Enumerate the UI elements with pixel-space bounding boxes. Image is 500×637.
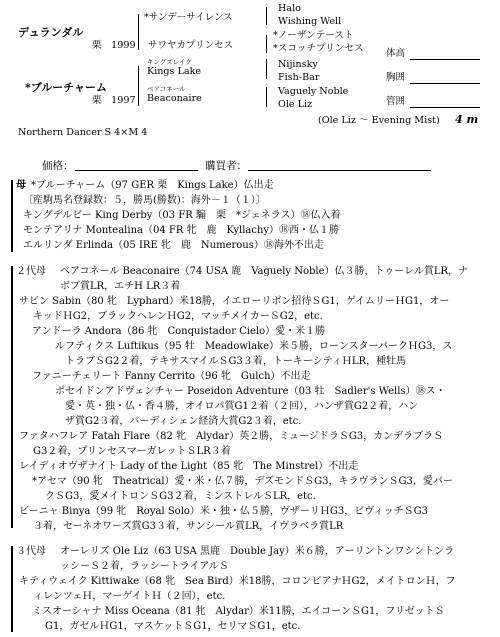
second-dam-line-18: ３着，セーネオワーズ賞G3３着，サンシール賞LR，イヴラベラ賞LR xyxy=(33,521,344,532)
dam-dam-kana: ベアコネール xyxy=(147,85,186,93)
bracket xyxy=(138,14,139,50)
dam-section-tag: 母 xyxy=(16,180,26,191)
second-dam-tag: ２代母 xyxy=(16,266,46,277)
second-dam-line-10: 愛・英・独・仏・香４勝，オイロパ賞G1２着（２回），ハンザ賞G2２着，ハン xyxy=(65,401,419,412)
price-line xyxy=(75,170,198,171)
bracket xyxy=(266,7,267,25)
second-dam-line-6: ルフティクス Luftikus（95 牡 Meadowlake）米５勝，ローンスターパークＨG3，ス xyxy=(55,341,453,352)
bracket xyxy=(266,35,267,53)
g3-4: *スコッチプリンセス xyxy=(273,43,364,54)
dam-sire: Kings Lake xyxy=(147,66,202,77)
dam-line-4: エルリンダ Erlinda（05 IRE 牝 鹿 Numerous）⑱海外不出走 xyxy=(23,240,324,251)
sire-name: デュランダル xyxy=(18,26,84,39)
dam-line-2: キングデルビー King Derby（03 FR 騸 栗 *ジェネラス）⑱仏入着 xyxy=(23,210,341,221)
third-dam-line-4: ィレンツェＨ，マーゲイトＨ（２回），etc. xyxy=(33,591,226,602)
sire-coat-year: 栗 1999 xyxy=(92,40,136,51)
g3-6: Fish-Bar xyxy=(278,72,320,83)
second-dam-line-11: ザ賞G2３着，バーディシェン経済大賞G2３着，etc. xyxy=(65,416,302,427)
dam-section-head: *ブルーチャーム（97 GER 栗 Kings Lake）仏出走 xyxy=(31,180,274,191)
second-dam-line-14: レイディオヴザナイト Lady of the Light（85 牝 The Minstrel）不出走 xyxy=(19,461,359,472)
g3-7: Vaguely Noble xyxy=(278,86,349,97)
third-dam-line-6: G1，ガゼルＨG1，マスケットＳG1，セリマＳG1，etc. xyxy=(45,621,301,632)
second-dam-line-5: アンドーラ Andora（86 牝 Conquistador Cielo）愛・米１勝 xyxy=(32,326,326,337)
g3-1: Halo xyxy=(278,3,301,14)
dam-line-1: 〔産駒馬名登録数：５，勝馬(勝数)：海外－１（１）〕 xyxy=(23,195,266,206)
cannon-line xyxy=(410,107,480,108)
buyer-line xyxy=(248,170,431,171)
family-number: 4 m xyxy=(455,113,479,126)
third-dam-line-1: オーレリズ Ole Liz（63 USA 黒鹿 Double Jay）米６勝，アーリントンワシントンラ xyxy=(60,546,455,557)
g3-2: Wishing Well xyxy=(278,16,342,27)
buyer-label: 購買者： xyxy=(205,160,247,172)
price-label: 価格： xyxy=(42,160,74,172)
third-dam-tag: ３代母 xyxy=(16,546,46,557)
bracket xyxy=(266,87,267,107)
third-dam-line-5: ミスオーシャナ Miss Oceana（81 牝 Alydar）米11勝，エイコーンＳG1，フリゼットＳ xyxy=(32,606,445,617)
second-dam-line-16: クＳG3，愛メイトロンＳG3２着，ミンストレルＳLR，etc. xyxy=(45,491,316,502)
g3-3: *ノーザンテースト xyxy=(273,30,354,41)
g3-5: Nijinsky xyxy=(278,59,318,70)
family-line: (Ole Liz ～ Evening Mist) xyxy=(318,115,440,126)
dam-name: *ブルーチャーム xyxy=(25,81,107,94)
third-dam-line-2: ッシーＳ２着，ラッシートライアルＳ xyxy=(60,561,229,572)
section-bar xyxy=(11,266,13,528)
girth-label: 胸囲 xyxy=(386,72,406,83)
third-dam-line-3: キティウェイク Kittiwake（68 牝 Sea Bird）米18勝，コロンビアナＨG2，メイトロンＨ，フ xyxy=(19,576,456,587)
second-dam-line-9: ポセイドンアドヴェンチャー Poseidon Adventure（03 牡 Sadler's Wells）⑱ス・ xyxy=(55,386,446,397)
second-dam-line-7: トラブＳG2２着，テキサスマイルＳG3３着，トーキーシティＨLR，種牡馬 xyxy=(65,356,407,367)
second-dam-line-17: ビーニャ Binya（99 牝 Royal Solo）米・独・仏５勝，ヴザーリＨG3，ビヴィッチＳG3 xyxy=(19,506,429,517)
second-dam-line-15: *アセマ（90 牝 Theatrical）愛・米・仏７勝，デズモンドＳG3，キラヴランＳG3，愛パー xyxy=(32,476,453,487)
sire-sire: *サンデーサイレンス xyxy=(144,12,233,23)
g3-8: Ole Liz xyxy=(278,99,313,110)
second-dam-line-3: サビン Sabin（80 牝 Lyphard）米18勝，イエローリボン招待ＳG1，ゲイムリーＨG1，オー xyxy=(19,296,450,307)
dam-dam: Beaconaire xyxy=(147,93,202,104)
second-dam-line-8: ファニーチェリート Fanny Cerrito（96 牝 Gulch）不出走 xyxy=(32,371,311,382)
bracket xyxy=(266,59,267,79)
bracket xyxy=(138,66,139,106)
dam-coat-year: 栗 1997 xyxy=(92,95,136,106)
section-bar xyxy=(11,546,13,632)
height-line xyxy=(410,59,480,60)
second-dam-line-1: ベアコネール Beaconaire（74 USA 鹿 Vaguely Noble）仏３勝，トゥーレル賞LR，ナ xyxy=(60,266,469,277)
second-dam-line-2: ボブ賞LR，エチH LR３着 xyxy=(60,281,181,292)
dam-line-3: モンテアリナ Montealina（04 FR 牝 鹿 Kyllachy）⑱西・仏１勝 xyxy=(23,225,340,236)
sire-dam: サワヤカプリンセス xyxy=(148,40,234,51)
cannon-label: 管囲 xyxy=(386,96,406,107)
height-label: 体高 xyxy=(386,48,406,59)
dam-sire-kana: キングズレイク xyxy=(147,58,192,66)
second-dam-line-13: G3２着，プリンセスマーガレットＳLR３着 xyxy=(33,446,231,457)
inbreeding: Northern Dancer S 4×M 4 xyxy=(18,127,148,138)
second-dam-line-12: ファタハフレア Fatah Flare（82 牝 Alydar）英２勝，ミュージドラＳG3，カンデラブラＳ xyxy=(19,431,444,442)
section-bar xyxy=(11,180,13,252)
girth-line xyxy=(410,83,480,84)
second-dam-line-4: キッドＨG2，ブラックヘレンＨG2，マッチメイカーＳG2，etc. xyxy=(33,311,323,322)
